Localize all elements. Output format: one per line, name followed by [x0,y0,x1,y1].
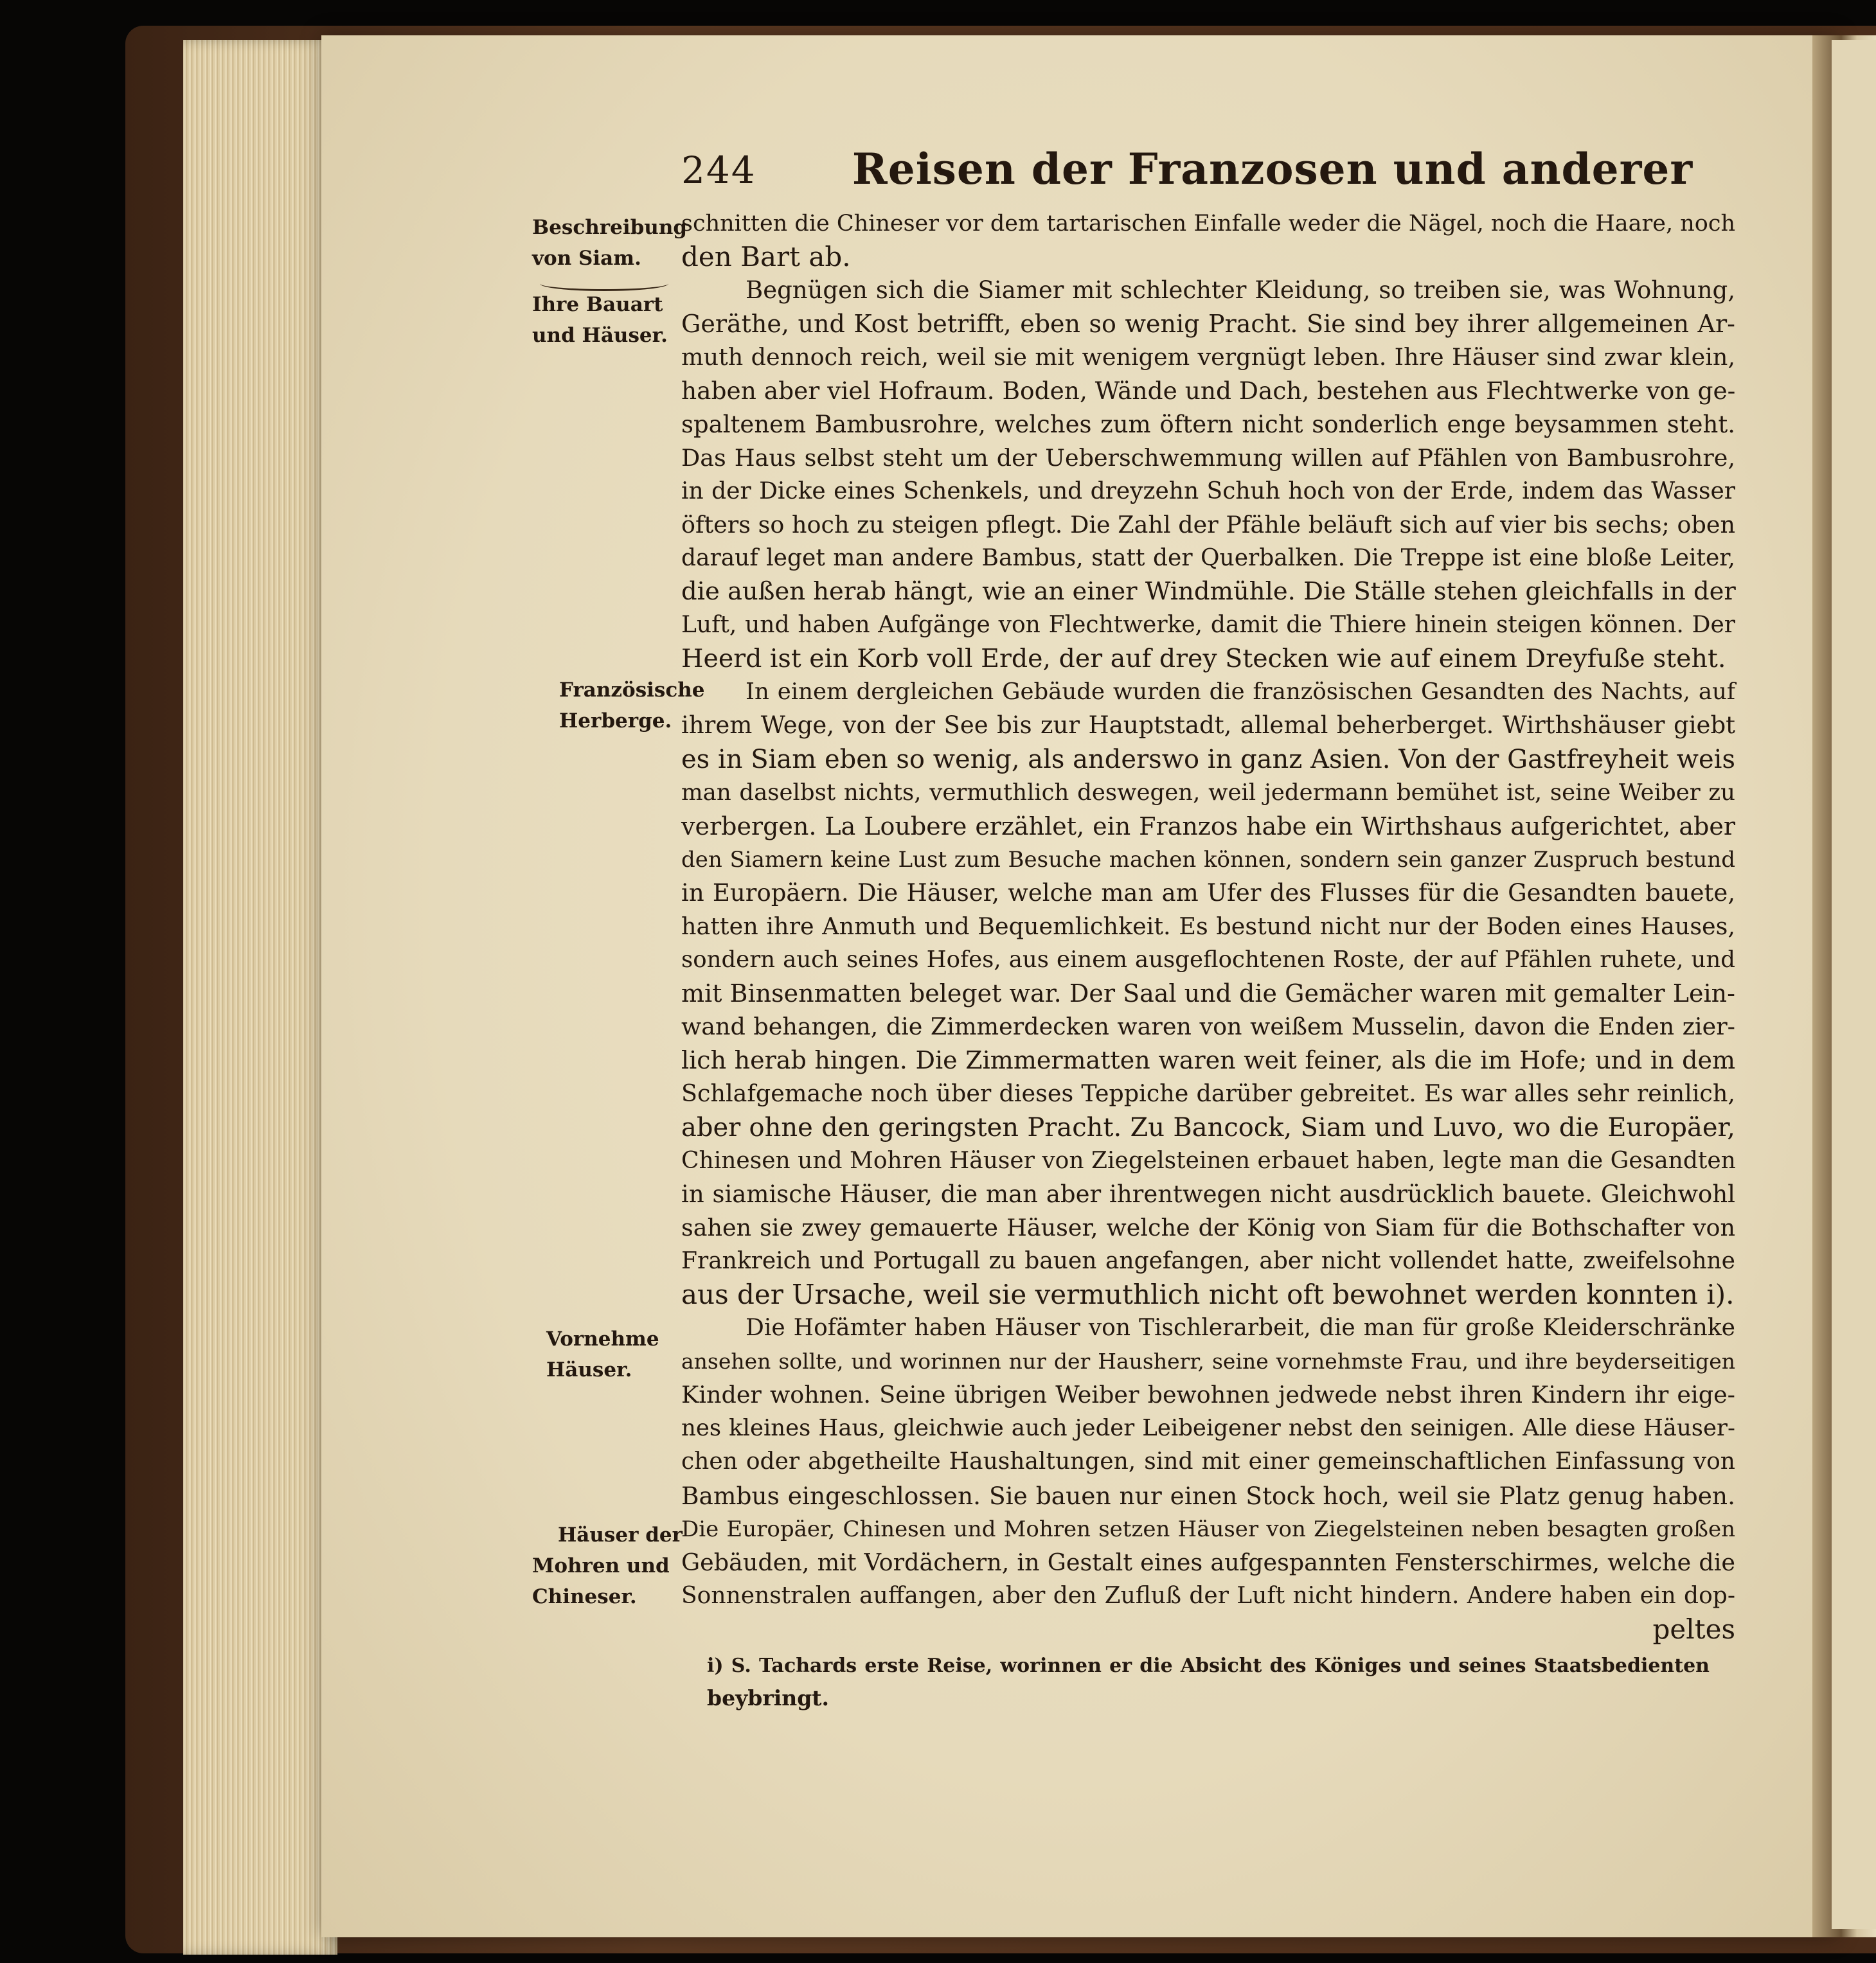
text-line: nes kleines Haus, gleichwie auch jeder Leibeigener nebst den seinigen. Alle diese Häuser- [681,1415,1735,1442]
text-line: sondern auch seines Hofes, aus einem ausgeflochtenen Roste, der auf Pfählen ruhete, und [681,946,1735,973]
text-line: Das Haus selbst steht um der Ueberschwemmung willen auf Pfählen von Bambusrohre, [681,443,1735,472]
marginal-line: Häuser der [558,1523,683,1547]
text-line: in der Dicke eines Schenkels, und dreyzehn Schuh hoch von der Erde, indem das Wasser [681,477,1735,504]
text-line: Die Europäer, Chinesen und Mohren setzen Häuser von Ziegelsteinen neben besagten großen [681,1516,1735,1542]
text-line: aus der Ursache, weil sie vermuthlich nicht oft bewohnet werden konnten i). [681,1279,1735,1310]
text-line: darauf leget man andere Bambus, statt der Querbalken. Die Treppe ist eine bloße Leiter, [681,544,1735,571]
marginal-line: Vornehme [546,1328,659,1351]
text-line: Geräthe, und Kost betrifft, eben so wenig Pracht. Sie sind bey ihrer allgemeinen Ar- [681,310,1735,339]
text-line: spaltenem Bambusrohre, welches zum öftern nicht sonderlich enge beysammen steht. [681,410,1735,438]
marginal-note-mohren [532,1520,683,1612]
text-line: in siamische Häuser, die man aber ihrentwegen nicht ausdrücklich bauete. Gleichwohl [681,1180,1735,1208]
text-line: mit Binsenmatten beleget war. Der Saal und die Gemächer waren mit gemalter Lein- [681,979,1735,1008]
page-edges [183,40,337,1955]
text-line: Schlafgemache noch über dieses Teppiche darüber gebreitet. Es war alles sehr reinlich, [681,1079,1735,1108]
text-line: aber ohne den geringsten Pracht. Zu Bancock, Siam und Luvo, wo die Europäer, [681,1112,1735,1142]
text-line: wand behangen, die Zimmerdecken waren von weißem Musselin, davon die Enden zier- [681,1013,1735,1041]
marginal-line: Beschreibung [532,216,688,239]
text-line: den Bart ab. [681,241,851,273]
marginal-line: von Siam. [532,247,641,270]
text-line: es in Siam eben so wenig, als anderswo in ganz Asien. Von der Gastfreyheit weis [681,744,1735,774]
text-line: schnitten die Chineser vor dem tartarischen Einfalle weder die Nägel, noch die Haare, noch [681,211,1735,236]
text-line: muth dennoch reich, weil sie mit wenigem vergnügt leben. Ihre Häuser sind zwar klein, [681,343,1735,371]
marginal-line: Mohren und [532,1554,670,1577]
running-title: Reisen der Franzosen und anderer [852,144,1693,194]
text-line: in Europäern. Die Häuser, welche man am Ufer des Flusses für die Gesandten bauete, [681,878,1735,907]
text-line: Die Hofämter haben Häuser von Tischlerarbeit, die man für große Kleiderschränke [746,1315,1735,1342]
main-text [681,207,1735,1646]
text-line: chen oder abgetheilte Haushaltungen, sind mit einer gemeinschaftlichen Einfassung von [681,1448,1735,1475]
marginal-note-vornehme [546,1324,694,1385]
text-line: hatten ihre Anmuth und Bequemlichkeit. Es bestund nicht nur der Boden eines Hauses, [681,912,1735,940]
text-line: Begnügen sich die Siamer mit schlechter Kleidung, so treiben sie, was Wohnung, [746,276,1735,305]
text-line: lich herab hingen. Die Zimmermatten waren weit feiner, als die im Hofe; und in dem [681,1046,1735,1075]
marginal-line: Herberge. [559,709,672,733]
text-line: verbergen. La Loubere erzählet, ein Franzos habe ein Wirthshaus aufgerichtet, aber [681,812,1735,840]
marginal-line: Häuser. [546,1358,632,1381]
text-line: Frankreich und Portugall zu bauen angefangen, aber nicht vollendet hatte, zweifelsohne [681,1247,1735,1274]
text-line: Luft, und haben Aufgänge von Flechtwerke, damit die Thiere hinein steigen können. Der [681,612,1735,639]
text-line: den Siamern keine Lust zum Besuche machen können, sondern sein ganzer Zuspruch bestund [681,846,1735,873]
text-line: Gebäuden, mit Vordächern, in Gestalt eines aufgespannten Fensterschirmes, welche die [681,1548,1735,1576]
catchword: peltes [1652,1613,1735,1645]
text-line: Sonnenstralen auffangen, aber den Zufluß der Luft nicht hindern. Andere haben ein dop- [681,1582,1735,1609]
marginal-line: Französische [559,679,705,702]
text-line: ihrem Wege, von der See bis zur Hauptstadt, allemal beherberget. Wirthshäuser giebt [681,711,1735,740]
text-line: Kinder wohnen. Seine übrigen Weiber bewohnen jedwede nebst ihren Kindern ihr eige- [681,1381,1735,1409]
text-line: öfters so hoch zu steigen pflegt. Die Zahl der Pfähle beläuft sich auf vier bis sechs; oben [681,510,1735,538]
footnote-line: i) S. Tachards erste Reise, worinnen er die Absicht des Königes und seines Staatsbedienten [707,1655,1710,1677]
text-line: die außen herab hängt, wie an einer Windmühle. Die Ställe stehen gleichfalls in der [681,577,1736,607]
facing-page-edge [1832,40,1876,1929]
footnote-line: beybringt. [707,1685,830,1710]
marginal-line: und Häuser. [532,324,668,347]
running-head [681,138,1735,202]
text-line: Bambus eingeschlossen. Sie bauen nur einen Stock hoch, weil sie Platz genug haben. [681,1481,1735,1510]
text-line: sahen sie zwey gemauerte Häuser, welche der König von Siam für die Bothschafter von [681,1213,1735,1241]
marginal-note-bauart [532,289,680,351]
marginal-note-beschreibung [532,212,688,274]
text-line: man daselbst nichts, vermuthlich deswegen, weil jedermann bemühet ist, seine Weiber zu [681,779,1735,806]
marginal-line: Ihre Bauart [532,293,663,316]
text-line: In einem dergleichen Gebäude wurden die französischen Gesandten des Nachts, auf [746,679,1735,706]
text-line: ansehen sollte, und worinnen nur der Hausherr, seine vornehmste Frau, und ihre beyderseitigen [681,1349,1735,1374]
marginal-line: Chineser. [532,1585,637,1608]
text-line: Chinesen und Mohren Häuser von Ziegelsteinen erbauet haben, legte man die Gesandten [681,1147,1736,1174]
text-line: haben aber viel Hofraum. Boden, Wände und Dach, bestehen aus Flechtwerke von ge- [681,377,1736,405]
text-line: Heerd ist ein Korb voll Erde, der auf drey Stecken wie auf einem Dreyfuße steht. [681,644,1726,674]
footnote [707,1650,1710,1714]
page-number: 244 [681,148,756,192]
